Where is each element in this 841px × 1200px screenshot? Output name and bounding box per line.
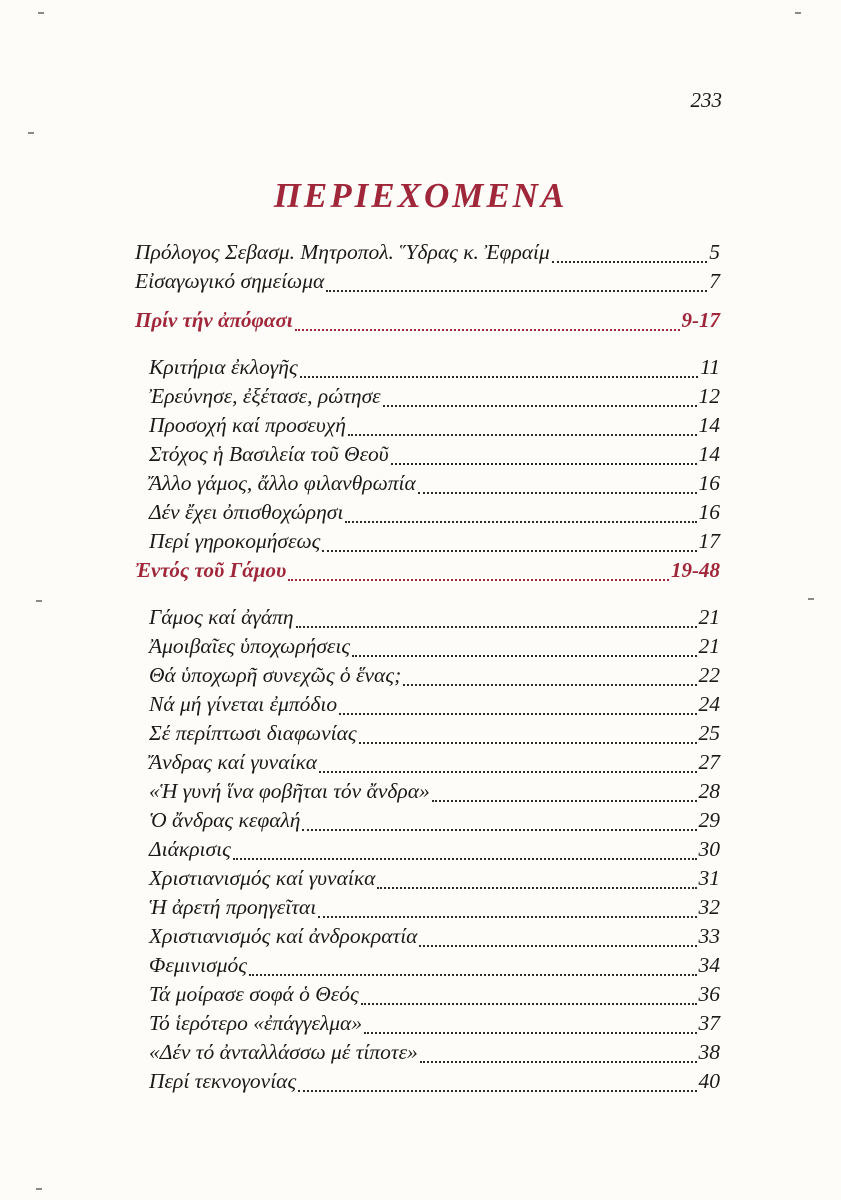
toc-entry[interactable] bbox=[135, 384, 720, 413]
dot-leader bbox=[288, 579, 669, 581]
dot-leader bbox=[348, 434, 697, 436]
section-label: Ἐντός τοῦ Γάμου bbox=[135, 558, 287, 582]
toc-entry[interactable] bbox=[135, 721, 720, 750]
toc-entry-label: Θά ὑποχωρῆ συνεχῶς ὁ ἕνας; bbox=[149, 663, 402, 687]
toc-entry[interactable] bbox=[135, 692, 720, 721]
toc-entry-label: Τό ἱερότερο «ἐπάγγελμα» bbox=[149, 1011, 363, 1035]
dot-leader bbox=[295, 329, 680, 331]
toc-entry-page: 7 bbox=[709, 269, 720, 293]
dot-leader bbox=[383, 405, 697, 407]
dot-leader bbox=[361, 1003, 697, 1005]
toc-entry-page: 40 bbox=[698, 1069, 720, 1093]
toc-entry-page: 22 bbox=[698, 663, 720, 687]
page-number: 233 bbox=[690, 88, 722, 112]
toc-entry-page: 14 bbox=[698, 413, 720, 437]
toc-entry[interactable] bbox=[135, 866, 720, 895]
toc-entry-label: Φεμινισμός bbox=[149, 953, 247, 977]
scan-mark bbox=[36, 600, 42, 602]
dot-leader bbox=[296, 626, 697, 628]
toc-entry-page: 31 bbox=[698, 866, 720, 890]
dot-leader bbox=[418, 492, 697, 494]
toc-entry[interactable] bbox=[135, 953, 720, 982]
toc-entry[interactable] bbox=[135, 442, 720, 471]
dot-leader bbox=[233, 858, 697, 860]
toc-entry-page: 16 bbox=[698, 471, 720, 495]
toc-entry-page: 17 bbox=[698, 529, 720, 553]
dot-leader bbox=[345, 521, 696, 523]
toc-entry-page: 12 bbox=[698, 384, 720, 408]
dot-leader bbox=[326, 290, 707, 292]
scan-mark bbox=[36, 1188, 42, 1190]
toc-section-heading[interactable] bbox=[135, 558, 720, 587]
toc-entry-label: Τά μοίρασε σοφά ὁ Θεός bbox=[149, 982, 359, 1006]
toc-entry[interactable] bbox=[135, 634, 720, 663]
dot-leader bbox=[552, 261, 707, 263]
toc-entry[interactable] bbox=[135, 779, 720, 808]
scan-mark bbox=[28, 132, 34, 134]
toc-entry-label: Δέν ἔχει ὀπισθοχώρησι bbox=[149, 500, 344, 524]
toc-entry[interactable] bbox=[135, 1069, 720, 1098]
toc-entry[interactable] bbox=[135, 750, 720, 779]
toc-entry[interactable] bbox=[135, 240, 720, 269]
toc-entry-label: Χριστιανισμός καί γυναίκα bbox=[149, 866, 376, 890]
toc-entry-page: 29 bbox=[698, 808, 720, 832]
toc-entry-page: 21 bbox=[698, 634, 720, 658]
toc-entry-label: Περί γηροκομήσεως bbox=[149, 529, 321, 553]
toc-entry[interactable] bbox=[135, 924, 720, 953]
section-pages: 19-48 bbox=[671, 558, 720, 582]
toc-entry[interactable] bbox=[135, 413, 720, 442]
toc-entry-label: Ὁ ἄνδρας κεφαλή bbox=[149, 808, 301, 832]
dot-leader bbox=[364, 1032, 696, 1034]
toc-entry-label: Ἐρεύνησε, ἐξέτασε, ρώτησε bbox=[149, 384, 381, 408]
toc-entry[interactable] bbox=[135, 982, 720, 1011]
toc-entry-page: 37 bbox=[698, 1011, 720, 1035]
dot-leader bbox=[420, 1061, 697, 1063]
toc-entry[interactable] bbox=[135, 837, 720, 866]
dot-leader bbox=[352, 655, 696, 657]
toc-entry-label: Διάκρισις bbox=[149, 837, 231, 861]
toc-entry-label: Στόχος ἡ Βασιλεία τοῦ Θεοῦ bbox=[149, 442, 389, 466]
toc-section-heading[interactable] bbox=[135, 308, 720, 337]
dot-leader bbox=[249, 974, 697, 976]
toc-entry-label: Προσοχή καί προσευχή bbox=[149, 413, 346, 437]
toc-entry-page: 24 bbox=[698, 692, 720, 716]
toc-entry-page: 30 bbox=[698, 837, 720, 861]
toc-entry-label: Πρόλογος Σεβασμ. Μητροπολ. Ὕδρας κ. Ἐφραίμ bbox=[135, 240, 550, 264]
toc-entry-page: 16 bbox=[698, 500, 720, 524]
toc-entry[interactable] bbox=[135, 471, 720, 500]
toc-entry[interactable] bbox=[135, 808, 720, 837]
toc-entry-page: 21 bbox=[698, 605, 720, 629]
dot-leader bbox=[432, 800, 697, 802]
toc-entry-page: 32 bbox=[698, 895, 720, 919]
toc-entry-page: 14 bbox=[698, 442, 720, 466]
toc-entry-label: Περί τεκνογονίας bbox=[149, 1069, 297, 1093]
toc-entry[interactable] bbox=[135, 355, 720, 384]
toc-entry-page: 38 bbox=[698, 1040, 720, 1064]
toc-entry-page: 5 bbox=[709, 240, 720, 264]
toc-entry[interactable] bbox=[135, 1040, 720, 1069]
toc-entry-label: Κριτήρια ἐκλογῆς bbox=[149, 355, 298, 379]
toc-entry[interactable] bbox=[135, 529, 720, 558]
dot-leader bbox=[300, 376, 698, 378]
scan-mark bbox=[795, 12, 801, 14]
toc-entry-page: 33 bbox=[698, 924, 720, 948]
toc-entry-page: 11 bbox=[700, 355, 720, 379]
toc-entry-label: «Δέν τό ἀνταλλάσσω μέ τίποτε» bbox=[149, 1040, 418, 1064]
dot-leader bbox=[298, 1090, 696, 1092]
dot-leader bbox=[302, 829, 696, 831]
toc-entry-label: Ἄνδρας καί γυναίκα bbox=[149, 750, 318, 774]
toc-entry-label: Σέ περίπτωσι διαφωνίας bbox=[149, 721, 357, 745]
table-of-contents bbox=[135, 240, 720, 1098]
dot-leader bbox=[319, 771, 696, 773]
toc-entry-page: 27 bbox=[698, 750, 720, 774]
dot-leader bbox=[377, 887, 696, 889]
dot-leader bbox=[339, 713, 696, 715]
dot-leader bbox=[391, 463, 697, 465]
dot-leader bbox=[403, 684, 696, 686]
scan-mark bbox=[38, 12, 44, 14]
toc-entry-page: 25 bbox=[698, 721, 720, 745]
toc-entry-label: Γάμος καί ἀγάπη bbox=[149, 605, 294, 629]
toc-entry-label: Χριστιανισμός καί ἀνδροκρατία bbox=[149, 924, 418, 948]
toc-entry-label: Ἀμοιβαῖες ὑποχωρήσεις bbox=[149, 634, 351, 658]
toc-entry[interactable] bbox=[135, 895, 720, 924]
dot-leader bbox=[359, 742, 697, 744]
dot-leader bbox=[419, 945, 696, 947]
toc-entry-label: Εἰσαγωγικό σημείωμα bbox=[135, 269, 325, 293]
scan-mark bbox=[808, 598, 814, 600]
toc-entry[interactable] bbox=[135, 1011, 720, 1040]
toc-entry-page: 28 bbox=[698, 779, 720, 803]
toc-entry-label: Νά μή γίνεται ἐμπόδιο bbox=[149, 692, 338, 716]
toc-entry-label: «Ἡ γυνή ἵνα φοβῆται τόν ἄνδρα» bbox=[149, 779, 430, 803]
toc-entry[interactable] bbox=[135, 269, 720, 298]
section-pages: 9-17 bbox=[681, 308, 720, 332]
toc-entry-page: 34 bbox=[698, 953, 720, 977]
toc-entry[interactable] bbox=[135, 605, 720, 634]
dot-leader bbox=[318, 916, 696, 918]
toc-entry-page: 36 bbox=[698, 982, 720, 1006]
toc-entry[interactable] bbox=[135, 500, 720, 529]
section-label: Πρίν τήν ἀπόφασι bbox=[135, 308, 293, 332]
dot-leader bbox=[322, 550, 696, 552]
toc-entry-label: Ἄλλο γάμος, ἄλλο φιλανθρωπία bbox=[149, 471, 416, 495]
page-title: ΠΕΡΙΕΧΟΜΕΝΑ bbox=[273, 176, 568, 215]
toc-entry[interactable] bbox=[135, 663, 720, 692]
toc-entry-label: Ἡ ἀρετή προηγεῖται bbox=[149, 895, 317, 919]
